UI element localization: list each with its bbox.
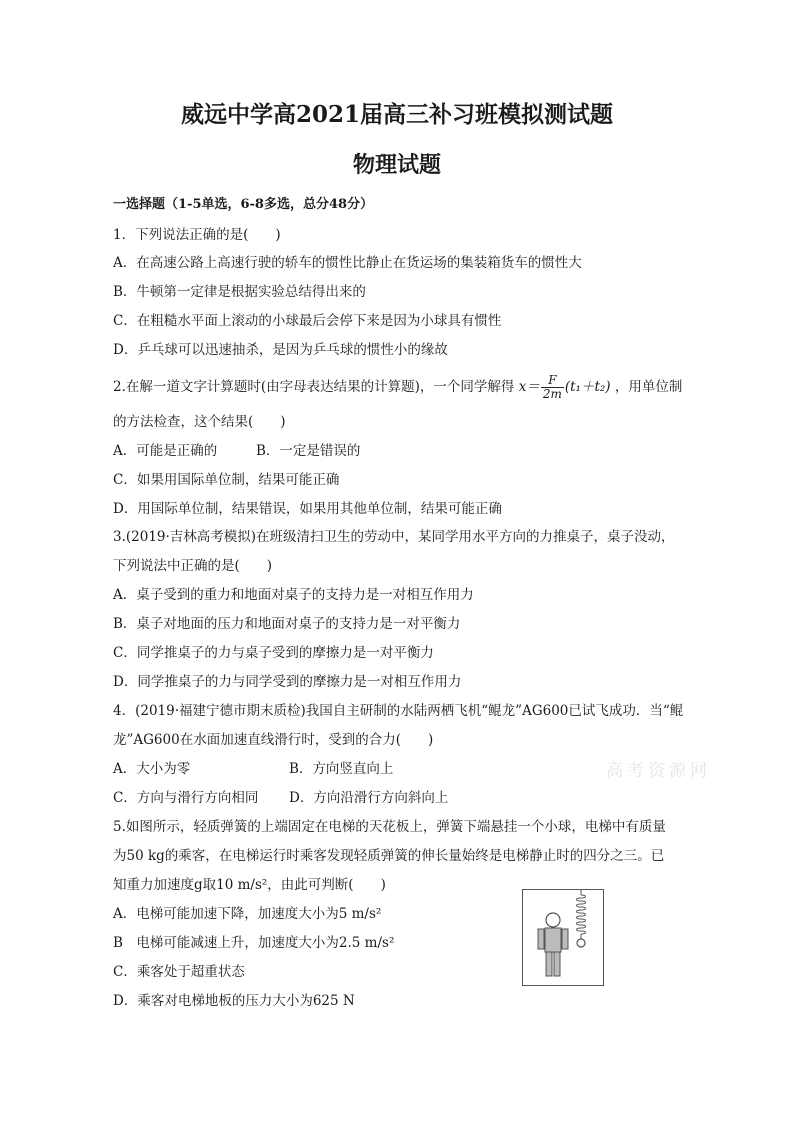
- q5-option-a: A．电梯可能加速下降，加速度大小为5 m/s²: [113, 906, 382, 922]
- q4-option-d: D．方向沿滑行方向斜向上: [289, 790, 449, 806]
- q4-option-b: B．方向竖直向上: [289, 761, 394, 777]
- q2-formula-lhs: x＝: [518, 379, 540, 395]
- q2-stem-text: 2.在解一道文字计算题时(由字母表达结果的计算题)，一个同学解得: [113, 379, 515, 395]
- q5-stem-line2: 为50 kg的乘客，在电梯运行时乘客发现轻质弹簧的伸长量始终是电梯静止时的四分之三。已: [113, 848, 665, 864]
- q2-option-d: D．用国际单位制，结果错误，如果用其他单位制，结果可能正确: [113, 501, 502, 517]
- q5-option-b: B 电梯可能减速上升，加速度大小为2.5 m/s²: [113, 935, 395, 951]
- q1-option-d: D．乒乓球可以迅速抽杀，是因为乒乓球的惯性小的缘故: [113, 342, 448, 358]
- q2-option-c: C．如果用国际单位制，结果可能正确: [113, 472, 340, 488]
- q2-option-a: A．可能是正确的: [113, 443, 218, 459]
- q1-option-c: C．在粗糙水平面上滚动的小球最后会停下来是因为小球具有惯性: [113, 313, 502, 329]
- q2-fraction-den: 2m: [542, 387, 562, 401]
- elevator-figure: [522, 889, 604, 986]
- exam-subtitle: 物理试题: [352, 152, 441, 178]
- q5-option-d: D．乘客对电梯地板的压力大小为625 N: [113, 993, 355, 1009]
- elevator-spring-figure-icon: [523, 890, 603, 985]
- q4-stem: 4．(2019·福建宁德市期末质检)我国自主研制的水陆两栖飞机“鲲龙”AG600已试飞成功．当“鲲: [113, 703, 684, 719]
- q1-stem: 1．下列说法正确的是( ): [113, 227, 281, 243]
- q4-option-a: A．大小为零: [113, 761, 191, 777]
- q5-stem-line3: 知重力加速度g取10 m/s²，由此可判断( ): [113, 877, 386, 893]
- section-heading: 一选择题（1-5单选，6-8多选，总分48分）: [113, 197, 374, 212]
- q5-stem: 5.如图所示，轻质弹簧的上端固定在电梯的天花板上，弹簧下端悬挂一个小球，电梯中有质量: [113, 819, 666, 835]
- exam-title: 威远中学高2021届高三补习班模拟测试题: [180, 101, 613, 128]
- q1-option-a: A．在高速公路上高速行驶的轿车的惯性比静止在货运场的集装箱货车的惯性大: [113, 255, 582, 271]
- q3-stem: 3.(2019·吉林高考模拟)在班级清扫卫生的劳动中，某同学用水平方向的力推桌子，桌子没动，: [113, 529, 675, 545]
- q4-option-c: C．方向与滑行方向相同: [113, 790, 259, 806]
- q3-option-b: B．桌子对地面的压力和地面对桌子的支持力是一对平衡力: [113, 616, 461, 632]
- q2-stem-tail: ，用单位制: [614, 379, 683, 395]
- q5-option-c: C．乘客处于超重状态: [113, 964, 245, 980]
- q2-fraction: [541, 374, 564, 401]
- q3-option-d: D．同学推桌子的力与同学受到的摩擦力是一对相互作用力: [113, 674, 462, 690]
- watermark: 高考资源网: [606, 761, 711, 781]
- q4-stem-line2: 龙”AG600在水面加速直线滑行时，受到的合力( ): [113, 732, 434, 748]
- q2-stem-line2: 的方法检查，这个结果( ): [113, 414, 286, 430]
- q1-option-b: B．牛顿第一定律是根据实验总结得出来的: [113, 284, 366, 300]
- q2-option-b: B．一定是错误的: [256, 443, 361, 459]
- q3-option-a: A．桌子受到的重力和地面对桌子的支持力是一对相互作用力: [113, 587, 474, 603]
- q2-fraction-num: F: [541, 374, 564, 388]
- q2-stem: [113, 370, 682, 404]
- q2-formula-rhs: (t₁＋t₂): [564, 379, 611, 395]
- q3-stem-line2: 下列说法中正确的是( ): [113, 558, 273, 574]
- q3-option-c: C．同学推桌子的力与桌子受到的摩擦力是一对平衡力: [113, 645, 434, 661]
